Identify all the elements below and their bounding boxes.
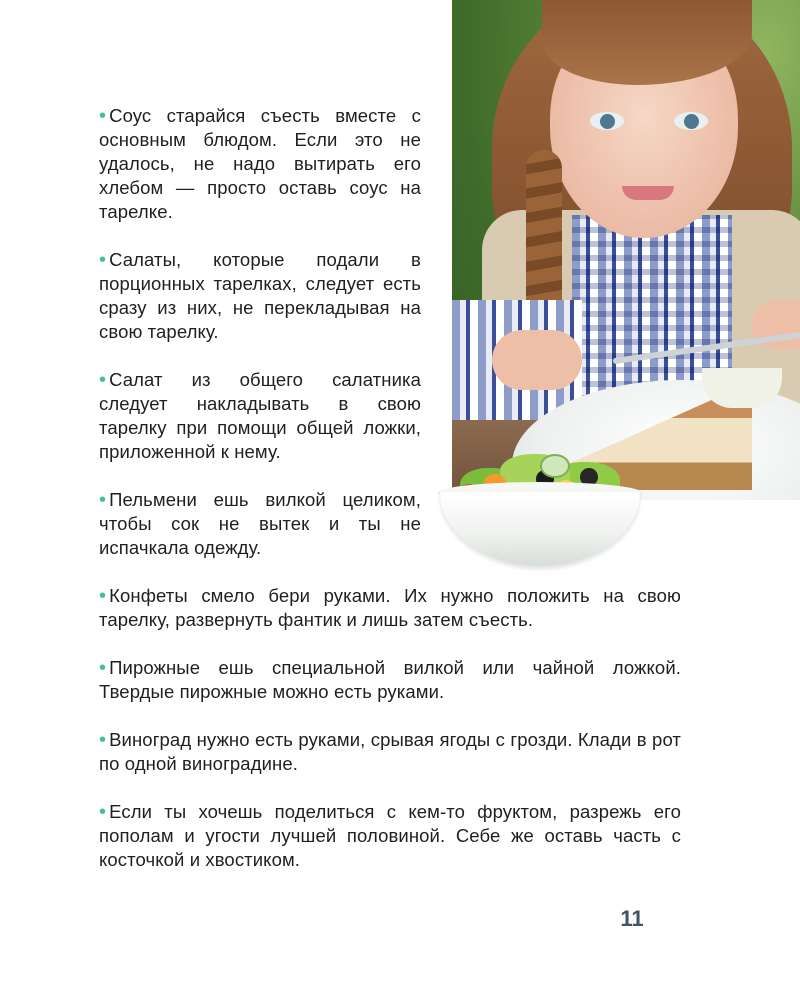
list-item: • Соус старайся съесть вместе с основным блюдом. Если это не удалось, не надо вытирать его хлебом — просто оставь соус на тарелке. bbox=[99, 105, 421, 222]
bullet-icon: • bbox=[99, 585, 107, 607]
photo-girl-eating bbox=[452, 0, 800, 500]
bullet-icon: • bbox=[99, 657, 107, 679]
list-item: • Пирожные ешь специальной вилкой или чайной ложкой. Твердые пирожные можно есть руками. bbox=[99, 657, 681, 702]
list-item: • Пельмени ешь вилкой целиком, чтобы сок не вытек и ты не испачкала одежду. bbox=[99, 489, 421, 558]
bullet-icon: • bbox=[99, 801, 107, 823]
bullet-icon: • bbox=[99, 249, 107, 271]
page-number: 11 bbox=[620, 906, 644, 931]
bullet-icon: • bbox=[99, 105, 107, 127]
list-item: • Салат из общего салатника следует накладывать в свою тарелку при помощи общей ложки, приложенной к нему. bbox=[99, 369, 421, 462]
list-item: • Если ты хочешь поделиться с кем-то фруктом, разрежь его пополам и угости лучшей половиной. Себе же оставь часть с косточкой и хвостиком. bbox=[99, 801, 681, 870]
salad-bowl-illustration bbox=[440, 440, 640, 580]
list-item: • Салаты, которые подали в порционных тарелках, следует есть сразу из них, не перекладывая на свою тарелку. bbox=[99, 249, 421, 342]
bullet-icon: • bbox=[99, 489, 107, 511]
bullet-icon: • bbox=[99, 729, 107, 751]
list-item: • Конфеты смело бери руками. Их нужно положить на свою тарелку, развернуть фантик и лишь затем съесть. bbox=[99, 585, 681, 630]
bullet-icon: • bbox=[99, 369, 107, 391]
list-item: • Виноград нужно есть руками, срывая ягоды с грозди. Клади в рот по одной виноградине. bbox=[99, 729, 681, 774]
